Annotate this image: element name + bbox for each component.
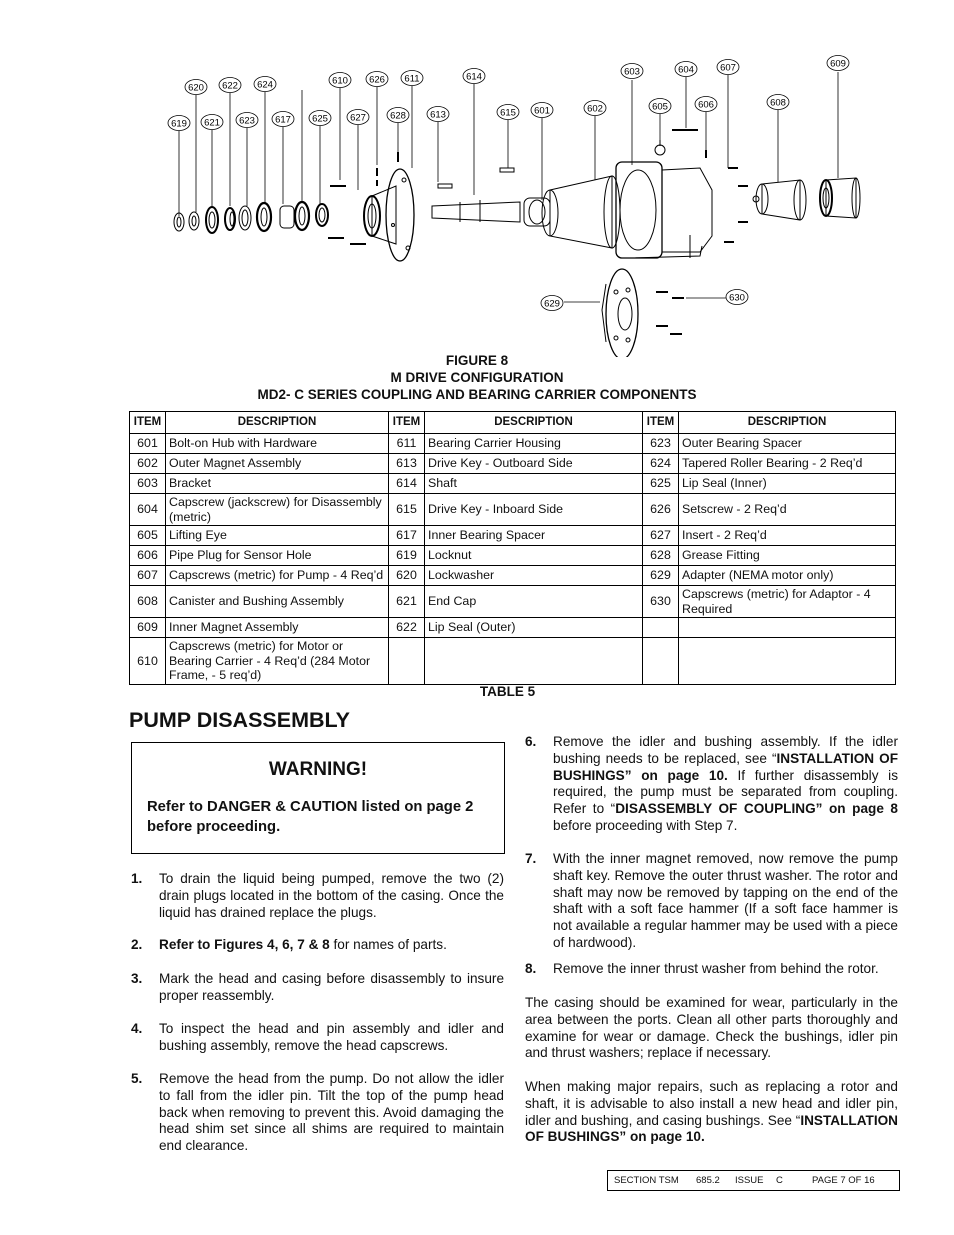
description-cell: Insert - 2 Req’d (679, 526, 896, 546)
item-number-cell: 603 (130, 474, 166, 494)
description-cell: Canister and Bushing Assembly (166, 586, 389, 618)
callout-number: 609 (830, 58, 846, 70)
outer-magnet-assembly (542, 176, 620, 248)
step-text-part: If further disassembly is required, the pump must be separated from coupling. Refer to “ (553, 767, 898, 817)
item-number-cell: 617 (389, 526, 425, 546)
callout-615 (497, 105, 519, 120)
description-cell: Bearing Carrier Housing (425, 434, 643, 454)
description-cell: Capscrews (metric) for Adaptor - 4 Required (679, 586, 896, 618)
callout-604 (675, 62, 697, 77)
item-number-cell: 606 (130, 546, 166, 566)
table-row (130, 494, 896, 526)
callout-number: 613 (430, 109, 446, 121)
callout-607 (717, 60, 739, 75)
item-number-cell (643, 618, 679, 638)
item-number-cell: 615 (389, 494, 425, 526)
description-cell (425, 638, 643, 685)
description-cell: Drive Key - Inboard Side (425, 494, 643, 526)
step-text: With the inner magnet removed, now remove the pump shaft key. Remove the outer thrust washer. The rotor and shaft may now be removed by tapping on the end of the shaft with a soft face hammer (If a soft face hammer is not available a regular hammer may be used with a piece of hardwood). (553, 851, 898, 950)
item-number-cell: 620 (389, 566, 425, 586)
item-number-cell: 623 (643, 434, 679, 454)
footer-section: SECTION TSM (614, 1175, 679, 1186)
item-number-cell: 625 (643, 474, 679, 494)
description-cell (679, 638, 896, 685)
footer-page: PAGE 7 OF 16 (812, 1175, 875, 1186)
table-row (130, 546, 896, 566)
callout-606 (695, 97, 717, 112)
description-cell: Shaft (425, 474, 643, 494)
step-number: 3. (131, 971, 143, 986)
callout-number: 629 (544, 298, 560, 310)
item-number-cell: 624 (643, 454, 679, 474)
description-cell: Pipe Plug for Sensor Hole (166, 546, 389, 566)
callout-601 (531, 103, 553, 118)
callout-621 (201, 115, 223, 130)
callout-number: 605 (652, 101, 668, 113)
description-cell: Tapered Roller Bearing - 2 Req’d (679, 454, 896, 474)
section-title: PUMP DISASSEMBLY (129, 708, 351, 732)
callout-number: 606 (698, 99, 714, 111)
table-row (130, 586, 896, 618)
description-cell: Setscrew - 2 Req’d (679, 494, 896, 526)
callout-number: 627 (350, 112, 366, 124)
callout-613 (427, 107, 449, 122)
description-cell: Lip Seal (Inner) (679, 474, 896, 494)
item-number-cell: 626 (643, 494, 679, 526)
callout-609 (827, 56, 849, 71)
inspection-paragraph: The casing should be examined for wear, particularly in the area between the ports. Clean all other parts thoroughly and examine for wear or damage. Check the bushings, idler pin and thrust washers; replace if necessary. (525, 995, 898, 1061)
table-row (130, 454, 896, 474)
step-number: 8. (525, 961, 537, 976)
item-number-cell: 622 (389, 618, 425, 638)
column-header-description: DESCRIPTION (425, 412, 643, 434)
table-row (130, 434, 896, 454)
item-number-cell: 602 (130, 454, 166, 474)
callout-624 (254, 77, 276, 92)
callout-625 (309, 111, 331, 126)
item-number-cell: 627 (643, 526, 679, 546)
step-text-rest: for names of parts. (329, 937, 447, 952)
item-number-cell: 604 (130, 494, 166, 526)
description-cell: Drive Key - Outboard Side (425, 454, 643, 474)
warning-title: WARNING! (268, 759, 368, 780)
item-number-cell: 614 (389, 474, 425, 494)
callout-number: 625 (312, 113, 328, 125)
figure-caption-subtitle: MD2- C SERIES COUPLING AND BEARING CARRIER COMPONENTS (257, 387, 697, 402)
canister-and-bushing (753, 180, 806, 220)
step-number: 2. (131, 937, 143, 952)
parts-table (129, 411, 896, 685)
footer-issue: C (776, 1175, 783, 1186)
table-row (130, 618, 896, 638)
column-header-item: ITEM (389, 412, 425, 434)
callout-605 (649, 99, 671, 114)
callout-number: 624 (257, 79, 273, 91)
callout-number: 607 (720, 62, 736, 74)
callout-number: 620 (188, 82, 204, 94)
description-cell: Lip Seal (Outer) (425, 618, 643, 638)
item-number-cell: 610 (130, 638, 166, 685)
step-text: To inspect the head and pin assembly and idler and bushing assembly, remove the head capscrews. (159, 1021, 504, 1053)
callout-number: 608 (770, 97, 786, 109)
callout-611 (401, 71, 423, 86)
description-cell: Inner Magnet Assembly (166, 618, 389, 638)
step-text: Remove the head from the pump. Do not allow the idler to fall from the idler pin. Tilt the top of the pump head back when removing to prevent this. Avoid damaging the head shim set since all shims are required to maintain end clearance. (159, 1071, 504, 1154)
step-bold-ref: Refer to Figures 4, 6, 7 & 8 (159, 937, 330, 952)
item-number-cell: 630 (643, 586, 679, 618)
item-number-cell (643, 638, 679, 685)
callout-number: 615 (500, 107, 516, 119)
callout-number: 622 (222, 80, 238, 92)
item-number-cell: 613 (389, 454, 425, 474)
figure-caption-number: FIGURE 8 (445, 353, 509, 368)
callout-labels (168, 56, 849, 311)
callout-608 (767, 95, 789, 110)
table-row (130, 638, 896, 685)
description-cell: Locknut (425, 546, 643, 566)
step-number: 1. (131, 871, 143, 886)
warning-text: Refer to DANGER & CAUTION listed on page 2 before proceeding. (147, 799, 474, 835)
table-row (130, 526, 896, 546)
description-cell (679, 618, 896, 638)
cross-reference: DISASSEMBLY OF COUPLING” on page 8 (615, 801, 898, 817)
callout-number: 603 (624, 66, 640, 78)
callout-630 (726, 290, 748, 305)
callout-number: 617 (275, 114, 291, 126)
callout-number: 630 (729, 292, 745, 304)
callout-603 (621, 64, 643, 79)
item-number-cell: 619 (389, 546, 425, 566)
nema-adapter (602, 269, 684, 357)
callout-number: 621 (204, 117, 220, 129)
callout-610 (329, 73, 351, 88)
callout-619 (168, 116, 190, 131)
description-cell: Capscrews (metric) for Pump - 4 Req’d (166, 566, 389, 586)
step-text (159, 937, 504, 954)
callout-622 (219, 78, 241, 93)
step-text (553, 734, 898, 835)
callout-number: 614 (466, 71, 482, 83)
bearing-carrier-housing (328, 152, 414, 261)
bearing-stack (174, 202, 328, 233)
step-number: 6. (525, 734, 537, 749)
step-text-part: Remove the idler and bushing assembly. If the idler bushing needs to be replaced, see “ (553, 734, 898, 766)
callout-614 (463, 69, 485, 84)
step-text: Remove the inner thrust washer from behind the rotor. (553, 961, 879, 976)
step-text-part: before proceeding with Step 7. (553, 817, 738, 833)
description-cell: End Cap (425, 586, 643, 618)
step-text: To drain the liquid being pumped, remove the two (2) drain plugs located in the bottom of the casing. Once the liquid has drained replace the plugs. (159, 871, 504, 920)
callout-627 (347, 110, 369, 125)
callout-number: 601 (534, 105, 550, 117)
item-number-cell: 611 (389, 434, 425, 454)
table-caption: TABLE 5 (479, 684, 536, 699)
inner-magnet-assembly (820, 178, 860, 218)
callout-623 (236, 113, 258, 128)
step-number: 5. (131, 1071, 143, 1086)
column-header-item: ITEM (643, 412, 679, 434)
description-cell: Grease Fitting (679, 546, 896, 566)
callout-number: 626 (369, 74, 385, 86)
description-cell: Adapter (NEMA motor only) (679, 566, 896, 586)
description-cell: Lifting Eye (166, 526, 389, 546)
callout-number: 604 (678, 64, 694, 76)
item-number-cell: 609 (130, 618, 166, 638)
callout-628 (387, 108, 409, 123)
description-cell: Inner Bearing Spacer (425, 526, 643, 546)
description-cell: Capscrew (jackscrew) for Disassembly (metric) (166, 494, 389, 526)
item-number-cell: 607 (130, 566, 166, 586)
item-number-cell (389, 638, 425, 685)
table-row (130, 474, 896, 494)
table-body (130, 434, 896, 685)
page-footer (607, 1170, 900, 1191)
cross-reference: INSTALLATION OF BUSHINGS” on page 10. (525, 1112, 898, 1145)
table-row (130, 566, 896, 586)
paragraph-text: When making major repairs, such as replacing a rotor and shaft, it is advisable to also install a new head and idler pin, idler and bushing, and casing bushings. See “ (525, 1079, 898, 1128)
shaft (432, 168, 520, 222)
item-number-cell: 605 (130, 526, 166, 546)
item-number-cell: 601 (130, 434, 166, 454)
callout-629 (541, 296, 563, 311)
exploded-assembly-diagram (160, 52, 880, 357)
callout-617 (272, 112, 294, 127)
item-number-cell: 629 (643, 566, 679, 586)
footer-number: 685.2 (696, 1175, 720, 1186)
callout-number: 611 (404, 73, 420, 85)
column-header-item: ITEM (130, 412, 166, 434)
callout-626 (366, 72, 388, 87)
description-cell: Capscrews (metric) for Motor or Bearing Carrier - 4 Req’d (284 Motor Frame, - 5 req’d) (166, 638, 389, 685)
step-number: 7. (525, 851, 537, 866)
table-header-row (130, 412, 896, 434)
warning-box (131, 742, 505, 854)
step-number: 4. (131, 1021, 143, 1036)
figure-caption-title: M DRIVE CONFIGURATION (390, 370, 564, 385)
callout-number: 623 (239, 115, 255, 127)
description-cell: Lockwasher (425, 566, 643, 586)
footer-issue-label: ISSUE (735, 1175, 764, 1186)
column-header-description: DESCRIPTION (166, 412, 389, 434)
callout-number: 610 (332, 75, 348, 87)
column-header-description: DESCRIPTION (679, 412, 896, 434)
callout-602 (584, 101, 606, 116)
item-number-cell: 621 (389, 586, 425, 618)
bolt-on-hub (524, 198, 550, 226)
description-cell: Bolt-on Hub with Hardware (166, 434, 389, 454)
item-number-cell: 608 (130, 586, 166, 618)
description-cell: Outer Magnet Assembly (166, 454, 389, 474)
callout-number: 602 (587, 103, 603, 115)
callout-number: 619 (171, 118, 187, 130)
description-cell: Outer Bearing Spacer (679, 434, 896, 454)
step-text: Mark the head and casing before disassembly to insure proper reassembly. (159, 971, 504, 1003)
repair-paragraph (525, 1079, 898, 1146)
description-cell: Bracket (166, 474, 389, 494)
item-number-cell: 628 (643, 546, 679, 566)
cross-reference: INSTALLATION OF BUSHINGS” on page 10. (553, 750, 899, 783)
callout-620 (185, 80, 207, 95)
callout-number: 628 (390, 110, 406, 122)
